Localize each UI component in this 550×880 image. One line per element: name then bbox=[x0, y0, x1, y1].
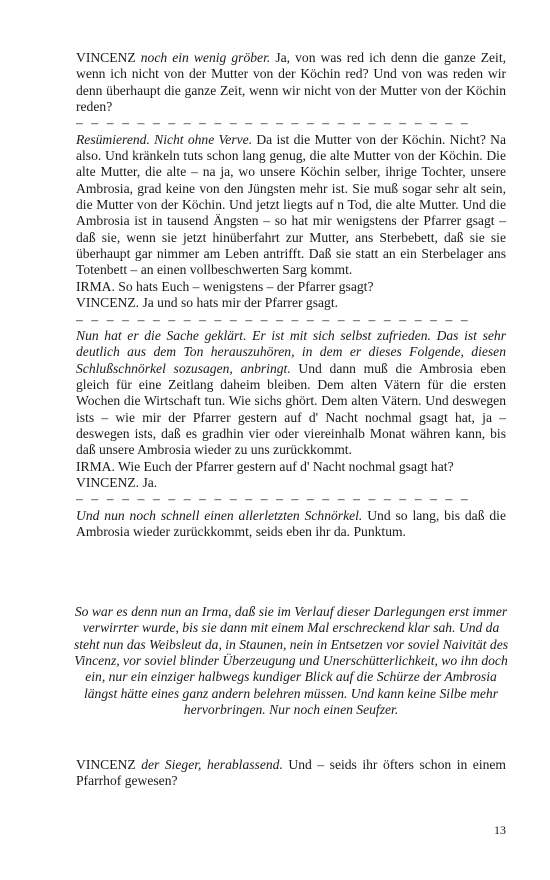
paragraph-resuemierend bbox=[76, 132, 506, 279]
stage-direction: Resümierend. Nicht ohne Verve. bbox=[76, 131, 253, 147]
paragraph-vincenz-2: VINCENZ. Ja und so hats mir der Pfarrer gsagt. bbox=[76, 295, 338, 311]
dialogue-text: Und dann muß die Ambrosia eben gleich für eine Zeitlang daheim bleiben. Dem alten Vätern für die ersten Wochen die Wirtschaft tun. Wie sichs ghört. Dem alten Vätern. Und deswegen ists – wie mir der Pfarrer gestern auf d' Nacht nochmal gsagt hat, ja – deswegen ists, daß es gradhin vier oder viereinhalb Monat währen kann, bis daß unsere Ambrosia wieder zu uns zurückkommt. bbox=[76, 360, 506, 458]
stage-direction: der Sieger, herablassend. bbox=[141, 757, 283, 772]
stage-direction: noch ein wenig gröber. bbox=[140, 50, 271, 65]
paragraph-vincenz-4 bbox=[76, 757, 506, 790]
text-section-1 bbox=[76, 50, 506, 540]
paragraph-schnoerkel bbox=[76, 508, 506, 541]
speaker-vincenz: VINCENZ bbox=[76, 757, 136, 772]
dialogue-text: Ja, von was red ich denn die ganze Zeit, wenn ich nicht von der Mutter von der Köchin red? Und von was reden wir denn überhaupt die ganze Zeit, wenn wir nicht von der Mutter von der Köchin reden? bbox=[76, 50, 506, 115]
dialogue-text: Und so lang, bis daß die Ambrosia wieder zurückkommt, seids eben ihr da. Punktum. bbox=[76, 507, 506, 539]
page-number: 13 bbox=[494, 823, 506, 837]
paragraph-vincenz-1 bbox=[76, 50, 506, 115]
narrative-centered-paragraph: So war es denn nun an Irma, daß sie im Verlauf dieser Darlegungen erst immer verwirrter wurde, bis sie dann mit einem Mal erschreckend klar sah. Und da steht nun das Weibsleut da, in Staunen, nein in Entsetzen vor soviel Naivität des Vincenz, vor soviel blinder Überzeugung und Unerschütterlichkeit, wo ihn doch ein, nur ein einziger halbwegs kundiger Blick auf die Schürze der Ambrosia längst hätte eines ganz andern belehren müssen. Und kann keine Silbe mehr hervorbringen. Nur noch einen Seufzer. bbox=[73, 604, 509, 718]
stage-direction: Nun hat er die Sache geklärt. Er ist mit sich selbst zufrieden. Das ist sehr deutlich aus dem Ton herauszuhören, in dem er dieses Folgende, diesen Schlußschnörkel sozusagen, anbringt. bbox=[76, 327, 506, 376]
separator-dashes-3: – – – – – – – – – – – – – – – – – – – – – – – – – – bbox=[76, 491, 471, 507]
paragraph-klaert bbox=[76, 328, 506, 459]
separator-dashes-1: – – – – – – – – – – – – – – – – – – – – – – – – – – bbox=[76, 115, 471, 131]
dialogue-text: Da ist die Mutter von der Köchin. Nicht? Na also. Und kränkeln tuts schon lang genug, die alte Mutter von der Köchin. Die alte Mutter, die alte – na ja, wo unsere Köchin selber, ihrige Tochter, unsere Ambrosia, grad keine von den Jüngsten mehr ist. Sie muß sogar sehr alt sein, die Mutter von der Köchin. Und jetzt liegts auf n Tod, die alte Mutter. Und die Ambrosia ist in tausend Ängsten – so hat mir wenigstens der Pfarrer gsagt – daß sie, wenn sie jetzt hinüberfahrt zur Mutter, ans Sterbebett, daß sie sie überhaupt gar nimmer am Leben antrifft. Daß sie statt an ein Sterbelager ans Totenbett – an einen vollbeschwerten Sarg kommt. bbox=[76, 131, 506, 278]
separator-dashes-2: – – – – – – – – – – – – – – – – – – – – – – – – – – bbox=[76, 311, 471, 327]
dialogue-text: Und – seids ihr öfters schon in einem Pfarrhof gewesen? bbox=[76, 757, 507, 789]
text-section-2 bbox=[76, 757, 506, 790]
paragraph-irma-2: IRMA. Wie Euch der Pfarrer gestern auf d' Nacht nochmal gsagt hat? bbox=[76, 458, 454, 474]
stage-direction: Und nun noch schnell einen allerletzten Schnörkel. bbox=[76, 507, 363, 523]
speaker-vincenz: VINCENZ bbox=[76, 50, 136, 65]
paragraph-irma-1: IRMA. So hats Euch – wenigstens – der Pfarrer gsagt? bbox=[76, 278, 374, 294]
paragraph-vincenz-3: VINCENZ. Ja. bbox=[76, 474, 158, 490]
